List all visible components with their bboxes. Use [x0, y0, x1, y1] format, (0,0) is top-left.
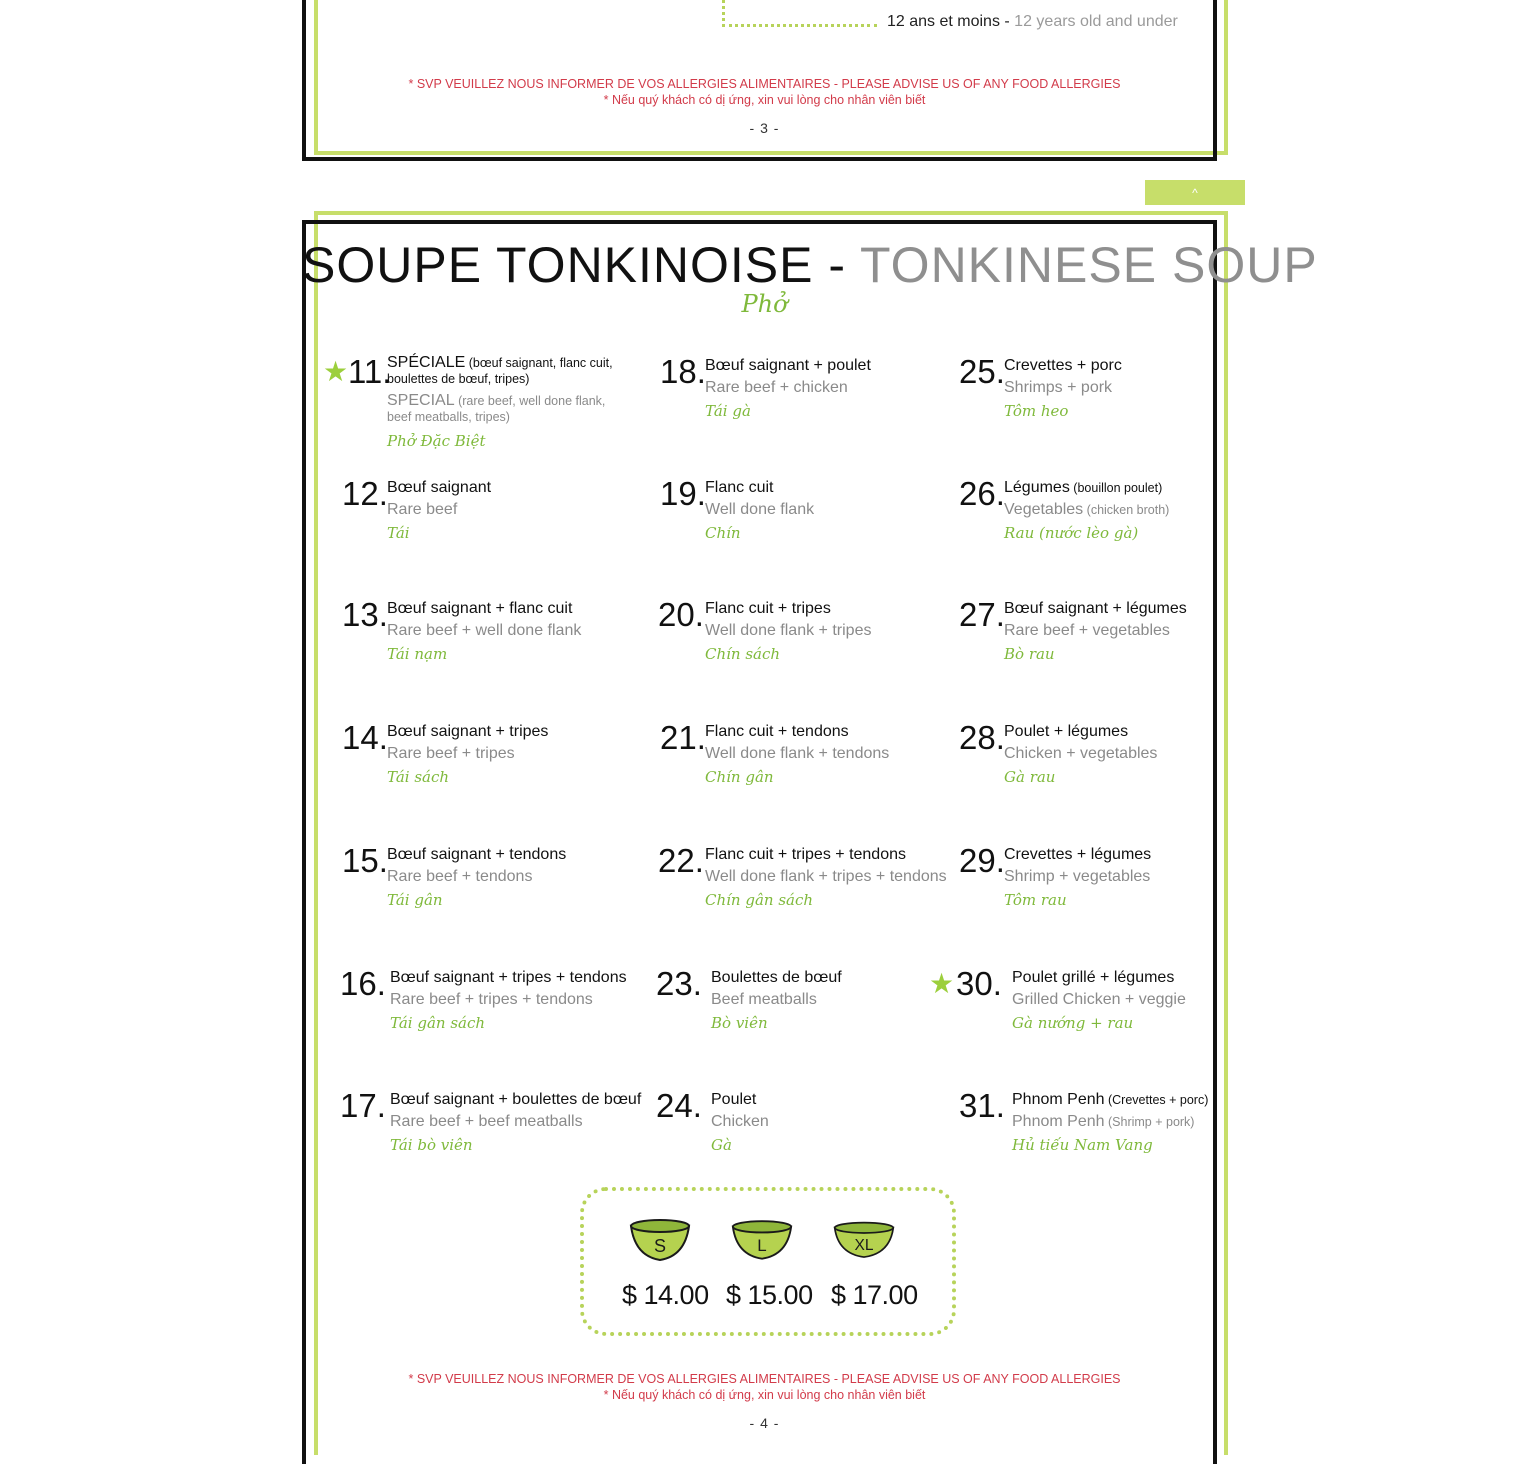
item-number: 11.	[348, 353, 392, 390]
star-icon: ★	[323, 356, 349, 387]
item-name-fr	[705, 355, 965, 377]
item-name-vn: Tái	[387, 524, 410, 542]
item-name-fr	[1004, 598, 1264, 620]
item-name-fr	[1004, 844, 1264, 866]
item-text	[711, 1089, 971, 1157]
item-text	[387, 477, 647, 545]
item-name-vn: Chín gân	[705, 768, 774, 786]
item-name-fr-main: Bœuf saignant + boulettes de bœuf	[390, 1091, 642, 1108]
bowl-icon	[833, 1216, 895, 1262]
title-fr: SOUPE TONKINOISE -	[302, 237, 861, 293]
item-name-en-main: Rare beef + well done flank	[387, 622, 582, 639]
item-note-en: (Shrimp + pork)	[1104, 1115, 1195, 1129]
item-name-en-main: Well done flank	[705, 501, 815, 518]
item-name-en	[1004, 620, 1264, 642]
item-name-en	[1004, 866, 1264, 888]
item-name-vn: Gà nướng + rau	[1012, 1014, 1134, 1032]
size-label: XL	[854, 1237, 874, 1255]
item-text	[387, 844, 647, 912]
item-note-fr: (bouillon poulet)	[1069, 481, 1163, 495]
item-number: 17.	[340, 1087, 386, 1124]
item-name-fr	[705, 844, 965, 866]
item-number: 29.	[959, 842, 1005, 879]
item-name-vn: Hủ tiếu Nam Vang	[1012, 1136, 1153, 1154]
item-name-en	[1004, 377, 1264, 399]
item-number: 30.	[956, 965, 1002, 1002]
item-text	[1004, 598, 1264, 666]
item-name-en	[1012, 1111, 1272, 1133]
item-text	[387, 598, 647, 666]
item-text	[705, 477, 965, 545]
item-name-fr-main: Poulet + légumes	[1004, 723, 1129, 740]
star-icon: ★	[929, 968, 955, 999]
item-name-fr-main: Bœuf saignant	[387, 479, 492, 496]
item-name-vn: Bò viên	[711, 1014, 768, 1032]
item-name-vn: Gà rau	[1004, 768, 1056, 786]
bowl-icon	[629, 1216, 691, 1262]
item-name-en	[387, 393, 627, 425]
scroll-top-button[interactable]	[1145, 180, 1245, 205]
item-name-fr	[390, 967, 650, 989]
item-name-fr-main: Bœuf saignant + tendons	[387, 846, 567, 863]
item-name-en	[387, 743, 647, 765]
page-title	[302, 236, 1318, 294]
bowl-icon	[731, 1216, 793, 1262]
item-name-en	[1012, 989, 1272, 1011]
item-name-vn: Chín	[705, 524, 741, 542]
page-number-4: - 4 -	[749, 1415, 780, 1431]
item-name-en-main: Rare beef + beef meatballs	[390, 1113, 583, 1130]
item-name-fr	[1004, 355, 1264, 377]
item-name-fr-main: Bœuf saignant + tripes	[387, 723, 549, 740]
item-text	[387, 355, 627, 453]
item-name-fr	[1012, 1089, 1272, 1111]
item-name-en-main: Rare beef + tripes	[387, 745, 515, 762]
item-name-fr	[390, 1089, 650, 1111]
item-name-vn: Phở Đặc Biệt	[387, 432, 486, 450]
item-text	[1012, 1089, 1272, 1157]
item-text	[1004, 477, 1264, 545]
item-number: 12.	[342, 475, 388, 512]
kids-age-label	[887, 13, 1178, 31]
allergy-line-1: * SVP VEUILLEZ NOUS INFORMER DE VOS ALLERGIES ALIMENTAIRES - PLEASE ADVISE US OF ANY FOOD ALLERGIES	[408, 1372, 1121, 1386]
item-number: 31.	[959, 1087, 1005, 1124]
item-name-fr	[387, 844, 647, 866]
item-number: 28.	[959, 719, 1005, 756]
item-name-fr	[1004, 477, 1264, 499]
page-number-3: - 3 -	[749, 120, 780, 136]
item-number: 15.	[342, 842, 388, 879]
item-name-vn: Tái nạm	[387, 645, 448, 663]
item-name-en-main: Rare beef + chicken	[705, 379, 848, 396]
item-name-fr-main: Phnom Penh	[1012, 1091, 1105, 1108]
item-name-en-main: Rare beef	[387, 501, 458, 518]
item-name-en	[390, 1111, 650, 1133]
item-name-en	[387, 620, 647, 642]
item-text	[1004, 355, 1264, 423]
allergy-line-2: * Nếu quý khách có dị ứng, xin vui lòng cho nhân viên biết	[603, 93, 926, 107]
item-note-fr: (bœuf saignant, flanc cuit, boulettes de bœuf, tripes)	[387, 356, 613, 386]
item-name-en-main: Chicken	[711, 1113, 769, 1130]
item-name-fr-main: Flanc cuit	[705, 479, 774, 496]
item-number: 24.	[656, 1087, 702, 1124]
item-text	[705, 598, 965, 666]
item-name-en-main: Phnom Penh	[1012, 1113, 1105, 1130]
dotted-leader	[722, 0, 877, 27]
allergy-notice-p3	[302, 76, 1227, 108]
item-note-en: (chicken broth)	[1083, 503, 1170, 517]
title-en: TONKINESE SOUP	[860, 237, 1318, 293]
size-price: $ 15.00	[726, 1280, 813, 1310]
item-name-fr-main: Bœuf saignant + légumes	[1004, 600, 1187, 617]
item-text	[705, 355, 965, 423]
item-name-fr-main: Bœuf saignant + tripes + tendons	[390, 969, 627, 986]
kids-age-en: 12 years old and under	[1014, 13, 1178, 30]
item-name-fr-main: Bœuf saignant + poulet	[705, 357, 871, 374]
item-name-fr-main: Flanc cuit + tendons	[705, 723, 849, 740]
item-text	[390, 1089, 650, 1157]
item-note-en: (rare beef, well done flank, beef meatballs, tripes)	[387, 394, 606, 424]
item-number: 27.	[959, 596, 1005, 633]
item-name-en-main: Rare beef + tripes + tendons	[390, 991, 593, 1008]
item-name-en-main: Vegetables	[1004, 501, 1084, 518]
item-name-en	[705, 499, 965, 521]
item-name-en	[705, 743, 965, 765]
item-name-en	[387, 499, 647, 521]
item-name-vn: Chín gân sách	[705, 891, 814, 909]
item-text	[1012, 967, 1272, 1035]
item-name-fr	[1004, 721, 1264, 743]
item-name-en	[390, 989, 650, 1011]
item-name-en-main: Rare beef + vegetables	[1004, 622, 1170, 639]
item-name-en	[705, 866, 965, 888]
item-name-fr	[705, 598, 965, 620]
allergy-line-1: * SVP VEUILLEZ NOUS INFORMER DE VOS ALLERGIES ALIMENTAIRES - PLEASE ADVISE US OF ANY FOOD ALLERGIES	[408, 77, 1121, 91]
item-name-vn: Tái gân sách	[390, 1014, 486, 1032]
item-name-fr-main: SPÉCIALE	[387, 354, 466, 371]
item-name-en	[711, 1111, 971, 1133]
item-name-en-main: Grilled Chicken + veggie	[1012, 991, 1186, 1008]
item-name-fr	[711, 1089, 971, 1111]
size-price: $ 14.00	[622, 1280, 709, 1310]
item-number: 14.	[342, 719, 388, 756]
kids-age-fr: 12 ans et moins -	[887, 13, 1015, 30]
item-name-fr	[705, 477, 965, 499]
item-text	[1004, 844, 1264, 912]
item-number: 26.	[959, 475, 1005, 512]
size-label: L	[757, 1236, 767, 1256]
item-text	[705, 721, 965, 789]
item-name-vn: Gà	[711, 1136, 732, 1154]
item-name-en-main: Shrimps + pork	[1004, 379, 1113, 396]
item-name-en-main: SPECIAL	[387, 392, 455, 409]
item-name-vn: Tôm heo	[1004, 402, 1069, 420]
item-text	[390, 967, 650, 1035]
allergy-notice-p4	[302, 1371, 1227, 1403]
item-name-en-main: Chicken + vegetables	[1004, 745, 1158, 762]
item-name-fr	[387, 477, 647, 499]
item-name-en	[705, 377, 965, 399]
item-name-fr-main: Poulet	[711, 1091, 757, 1108]
item-text	[1004, 721, 1264, 789]
item-name-fr-main: Bœuf saignant + flanc cuit	[387, 600, 573, 617]
item-number: 13.	[342, 596, 388, 633]
item-name-vn: Rau (nước lèo gà)	[1004, 524, 1139, 542]
item-name-en-main: Shrimp + vegetables	[1004, 868, 1151, 885]
item-name-fr	[387, 721, 647, 743]
item-name-fr-main: Boulettes de bœuf	[711, 969, 842, 986]
item-name-fr-main: Flanc cuit + tripes + tendons	[705, 846, 906, 863]
item-name-en	[705, 620, 965, 642]
item-number: 18.	[660, 353, 706, 390]
item-name-fr	[705, 721, 965, 743]
item-name-vn: Tái bò viên	[390, 1136, 473, 1154]
item-name-fr	[387, 598, 647, 620]
size-price: $ 17.00	[831, 1280, 918, 1310]
item-name-fr-main: Crevettes + porc	[1004, 357, 1122, 374]
item-text	[705, 844, 965, 912]
item-name-fr-main: Poulet grillé + légumes	[1012, 969, 1175, 986]
item-name-vn: Tái gà	[705, 402, 751, 420]
item-name-en-main: Well done flank + tripes	[705, 622, 872, 639]
item-number: 21.	[660, 719, 706, 756]
item-number: 16.	[340, 965, 386, 1002]
item-name-vn: Bò rau	[1004, 645, 1055, 663]
item-name-en	[1004, 743, 1264, 765]
item-name-fr-main: Flanc cuit + tripes	[705, 600, 831, 617]
item-name-vn: Tôm rau	[1004, 891, 1067, 909]
page-subtitle: Phở	[741, 290, 788, 318]
item-number: 22.	[658, 842, 704, 879]
item-text	[387, 721, 647, 789]
item-name-vn: Tái sách	[387, 768, 450, 786]
allergy-line-2: * Nếu quý khách có dị ứng, xin vui lòng cho nhân viên biết	[603, 1388, 926, 1402]
item-name-en	[1004, 499, 1264, 521]
item-name-en-main: Rare beef + tendons	[387, 868, 533, 885]
item-name-en-main: Beef meatballs	[711, 991, 817, 1008]
item-name-fr	[387, 355, 627, 387]
size-label: S	[653, 1236, 667, 1256]
item-number: 20.	[658, 596, 704, 633]
item-name-fr	[1012, 967, 1272, 989]
item-name-vn: Tái gân	[387, 891, 443, 909]
item-name-en-main: Well done flank + tripes + tendons	[705, 868, 947, 885]
item-name-en-main: Well done flank + tendons	[705, 745, 890, 762]
item-note-fr: (Crevettes + porc)	[1104, 1093, 1209, 1107]
chevron-up-icon: ^	[1192, 185, 1198, 200]
item-number: 25.	[959, 353, 1005, 390]
item-name-fr-main: Légumes	[1004, 479, 1070, 496]
item-number: 19.	[660, 475, 706, 512]
item-name-vn: Chín sách	[705, 645, 781, 663]
item-name-fr-main: Crevettes + légumes	[1004, 846, 1152, 863]
item-name-en	[387, 866, 647, 888]
item-number: 23.	[656, 965, 702, 1002]
